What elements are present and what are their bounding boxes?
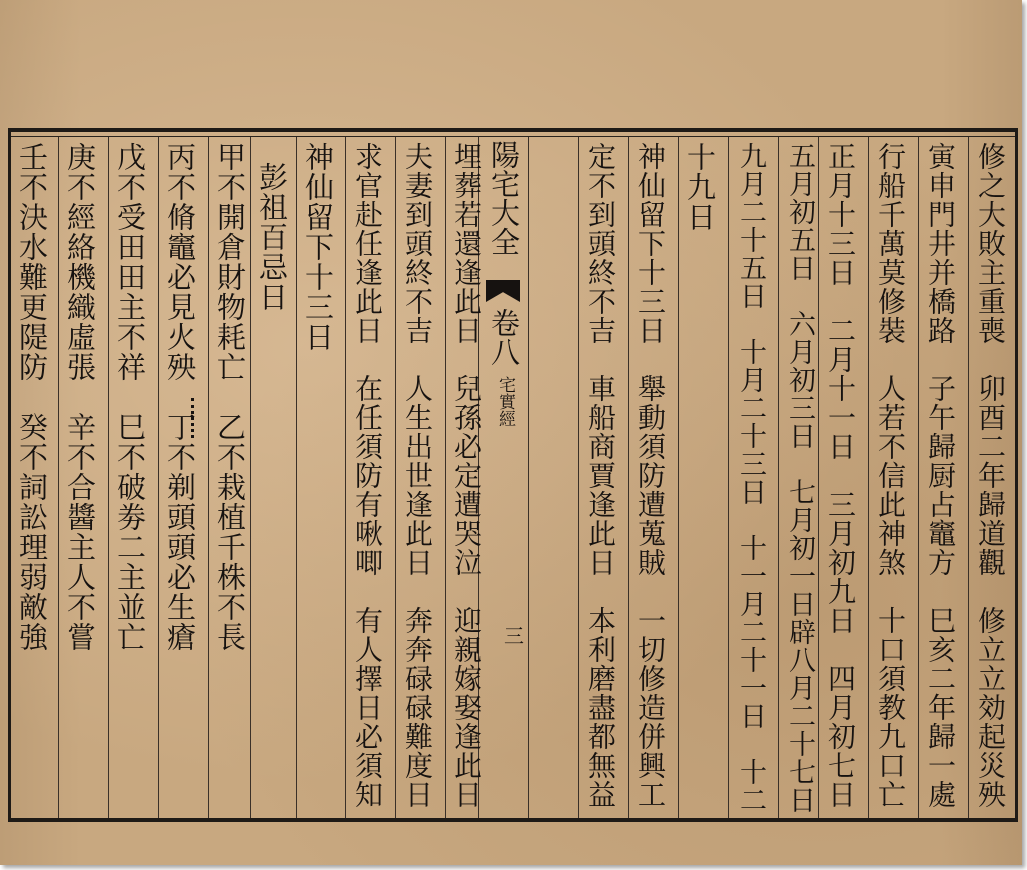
frame-top-inner-border [8, 136, 1018, 137]
text-column-13: 神仙留下十三日 [301, 142, 335, 352]
text-column-3: 行船千萬莫修裝 人若不信此神煞 十口須教九口亡 [874, 142, 907, 809]
section-label: 宅實經 [495, 376, 515, 427]
text-column-11: 夫妻到頭終不吉 人生出世逢此日 奔奔碌碌難度日 [401, 142, 434, 809]
text-column-2: 寅申門井并橋路 子午歸厨占竈方 巳亥二年歸一處 [924, 142, 957, 809]
text-column-4: 正月十三日 二月十一日 三月初九日 四月初七日 [824, 142, 857, 809]
column-rule [578, 137, 579, 818]
text-column-16: 丙不脩竈必見火殃 丁不剃頭頭必生瘡 [163, 142, 197, 652]
text-column-18: 庚不經絡機織虛張 辛不合醬主人不嘗 [63, 142, 97, 652]
column-rule [918, 137, 919, 818]
text-column-8: 神仙留下十三日 舉動須防遭蒐賊 一切修造併興工 [634, 142, 667, 809]
frame-left-border [8, 128, 11, 822]
text-column-15: 甲不開倉財物耗亡 乙不栽植千株不長 [213, 142, 247, 652]
column-rule [345, 137, 346, 818]
column-rule [728, 137, 729, 818]
frame-right-border [1015, 128, 1018, 822]
column-rule [158, 137, 159, 818]
text-column-6: 九月二十五日 十月二十三日 十一月二十一日 十二 [735, 142, 766, 814]
ink-mark [191, 398, 197, 438]
column-rule [678, 137, 679, 818]
volume-label: 卷八 [487, 308, 521, 366]
column-rule [208, 137, 209, 818]
book-title: 陽宅大全 [487, 140, 521, 256]
text-column-19: 壬不決水難更隄防 癸不詞訟理弱敵強 [15, 142, 49, 652]
column-rule [250, 137, 251, 818]
column-rule [968, 137, 969, 818]
column-rule [868, 137, 869, 818]
text-column-7: 十九日 [683, 142, 717, 232]
text-column-5: 五月初五日 六月初三日 七月初一日辟八月二十七日 [784, 142, 815, 814]
column-rule [395, 137, 396, 818]
text-column-12: 求官赴任逢此日 在任須防有啾唧 有人擇日必須知 [351, 142, 384, 809]
column-rule [528, 137, 529, 818]
fish-tail-mark [486, 280, 520, 302]
text-column-9: 定不到頭終不吉 車船商賈逢此日 本利磨盡都無益 [584, 142, 617, 809]
column-rule [296, 137, 297, 818]
text-column-14: 彭祖百忌日 [255, 162, 289, 312]
text-column-1: 修之大敗主重喪 卯酉二年歸道觀 修立立効起災殃 [974, 142, 1007, 809]
text-column-17: 戊不受田田主不祥 巳不破劵二主並亡 [113, 142, 147, 652]
page-number: 三 [504, 624, 524, 648]
column-rule [58, 137, 59, 818]
column-rule [628, 137, 629, 818]
text-column-10: 埋葬若還逢此日 兒孫必定遭哭泣 迎親嫁娶逢此日 [450, 142, 483, 809]
column-rule [108, 137, 109, 818]
frame-bottom-border [8, 818, 1018, 822]
frame-top-border [8, 128, 1018, 132]
